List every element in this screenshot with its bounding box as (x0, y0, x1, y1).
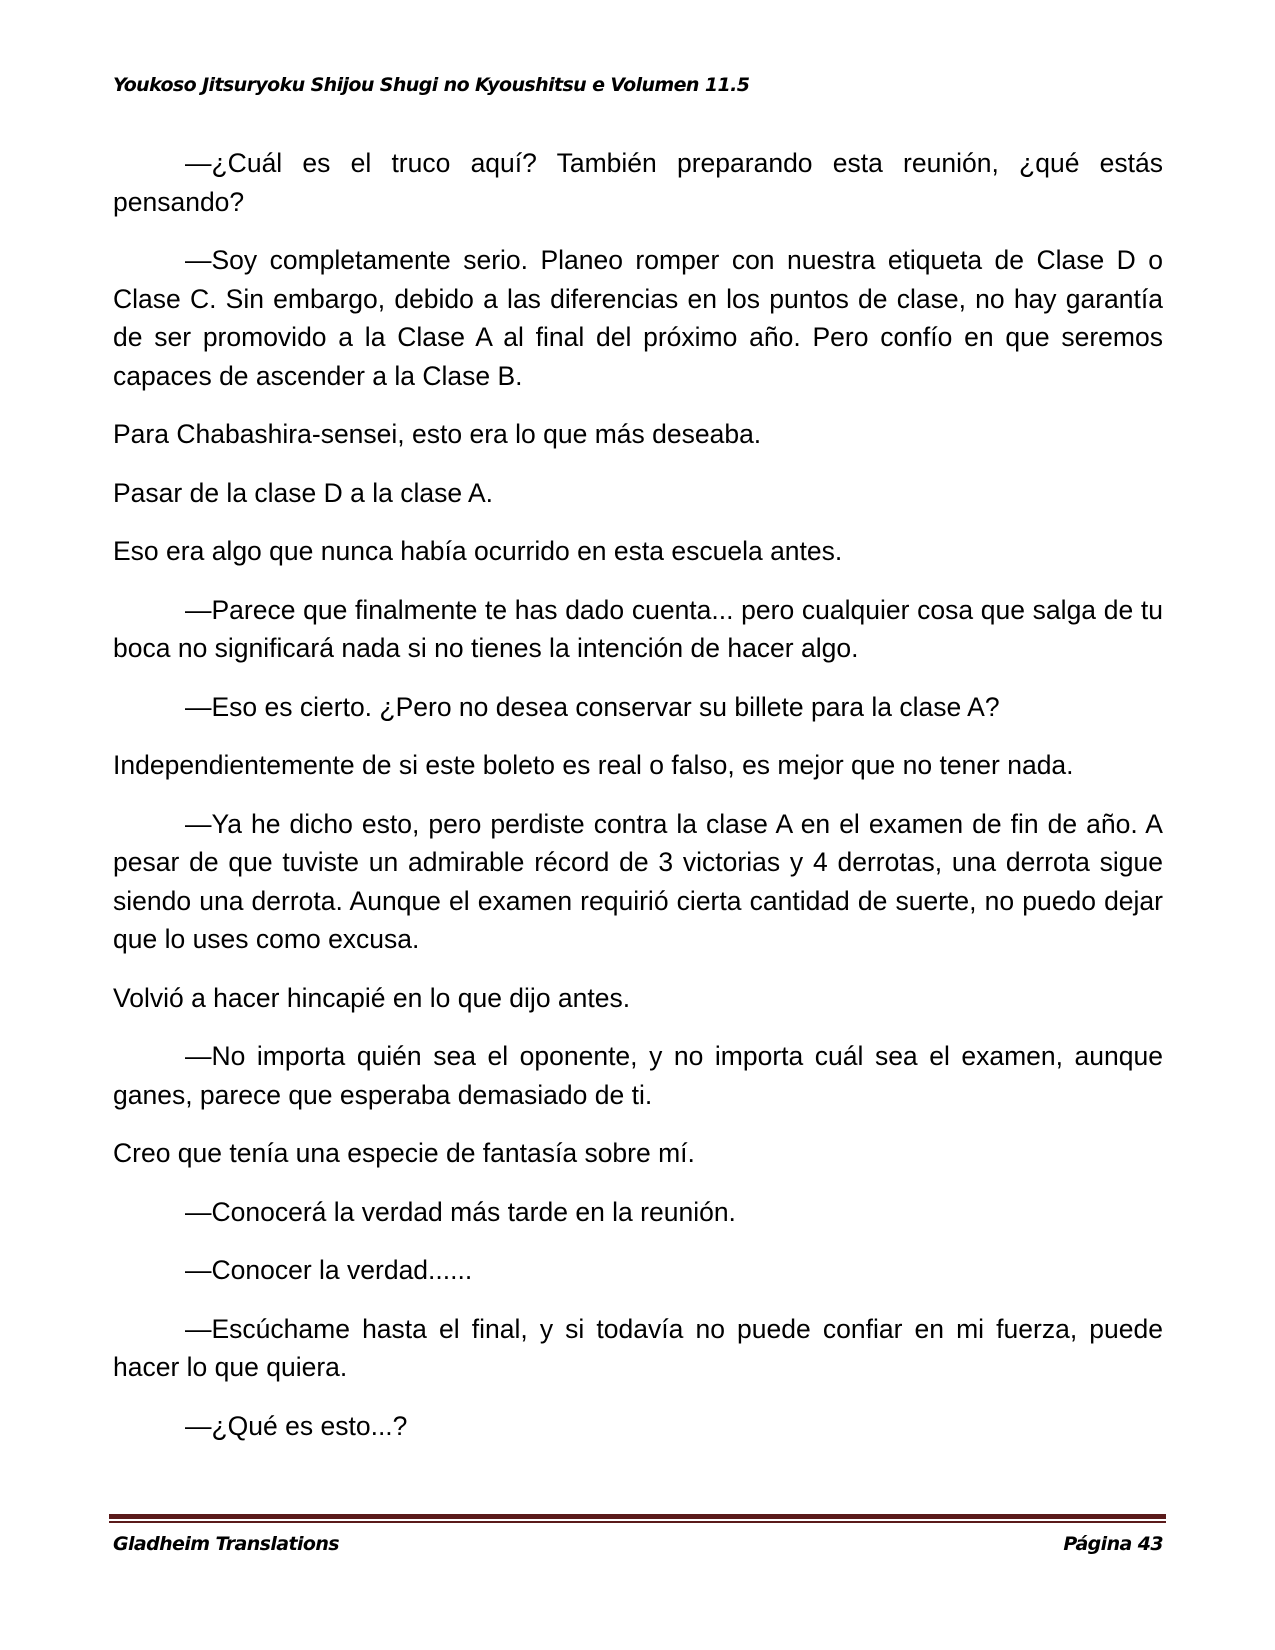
paragraph: —Parece que finalmente te has dado cuenta... pero cualquier cosa que salga de tu boca no significará nada si no tienes la intención de hacer algo. (113, 594, 1163, 663)
paragraph: —¿Qué es esto...? (185, 1410, 408, 1441)
paragraph: —Escúchame hasta el final, y si todavía no puede confiar en mi fuerza, puede hacer lo que quiera. (113, 1313, 1163, 1382)
paragraph: —Eso es cierto. ¿Pero no desea conservar su billete para la clase A? (185, 691, 1000, 722)
paragraph: —Conocer la verdad...... (185, 1255, 473, 1285)
paragraph: —No importa quién sea el oponente, y no importa cuál sea el examen, aunque ganes, parece que esperaba demasiado de ti. (113, 1041, 1163, 1110)
paragraph: —Ya he dicho esto, pero perdiste contra la clase A en el examen de fin de año. A pesar de que tuviste un admirable récord de 3 victorias y 4 derrotas, una derrota sigue siendo una derrota. Aunque el examen requirió cierta cantidad de suerte, no puedo dejar que lo uses como excusa. (113, 808, 1163, 954)
body-text (113, 144, 1163, 1465)
footer-translator-credit: Gladheim Translations (113, 1533, 339, 1555)
footer-page-number: Página 43 (1063, 1533, 1163, 1555)
paragraph: Pasar de la clase D a la clase A. (113, 477, 494, 508)
footer-divider-thin (109, 1521, 1166, 1523)
footer-divider (109, 1514, 1166, 1523)
footer-divider-thick (109, 1514, 1166, 1519)
paragraph: Creo que tenía una especie de fantasía sobre mí. (113, 1138, 695, 1168)
paragraph: Independientemente de si este boleto es real o falso, es mejor que no tener nada. (113, 750, 1074, 780)
paragraph: —Conocerá la verdad más tarde en la reunión. (185, 1196, 736, 1227)
paragraph: —Soy completamente serio. Planeo romper con nuestra etiqueta de Clase D o Clase C. Sin embargo, debido a las diferencias en los puntos de clase, no hay garantía de ser promovido a la Clase A al final del próximo año. Pero confío en que seremos capaces de ascender a la Clase B. (113, 245, 1163, 391)
running-header: Youkoso Jitsuryoku Shijou Shugi no Kyoushitsu e Volumen 11.5 (113, 74, 750, 96)
paragraph: Volvió a hacer hincapié en lo que dijo antes. (113, 982, 631, 1013)
paragraph: Eso era algo que nunca había ocurrido en esta escuela antes. (113, 536, 843, 566)
paragraph: Para Chabashira-sensei, esto era lo que más deseaba. (113, 419, 762, 449)
paragraph: —¿Cuál es el truco aquí? También preparando esta reunión, ¿qué estás pensando? (113, 148, 1163, 217)
